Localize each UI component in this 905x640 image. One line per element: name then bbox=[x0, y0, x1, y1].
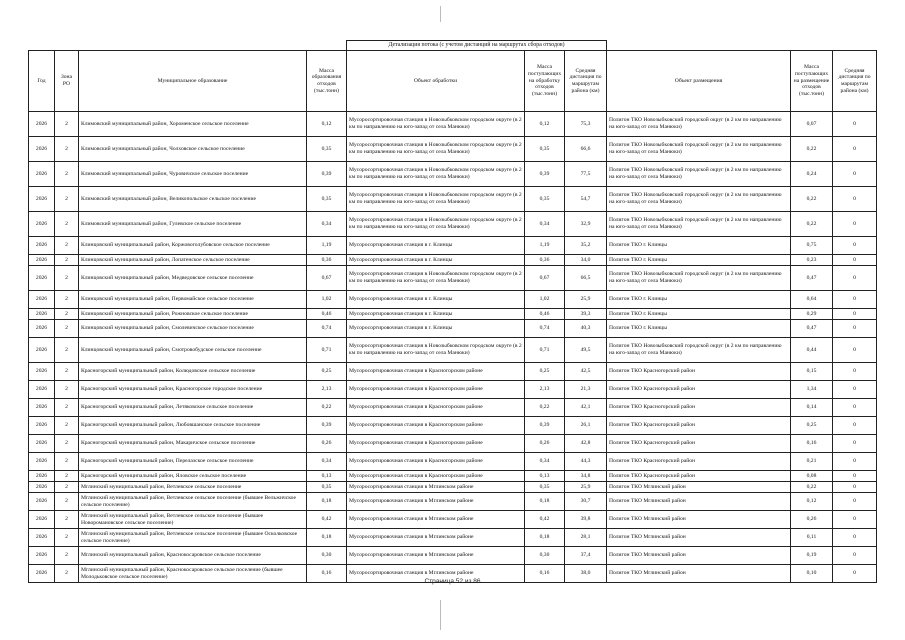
scan-fold-mark-top bbox=[440, 6, 441, 22]
cell-year: 2026 bbox=[29, 511, 55, 529]
cell-municipality: Климовский муниципальный район, Чуровичское сельское поселение bbox=[79, 162, 307, 187]
cell-placement-object: Полигон ТКО Мглинский район bbox=[607, 547, 791, 565]
cell-incoming-mass: 0,16 bbox=[525, 565, 565, 583]
cell-generated-mass: 0,35 bbox=[307, 187, 347, 212]
cell-placement-object: Полигон ТКО Новозыбковский городской округ (в 2 км по направлению на юго-запад от села Манюки) bbox=[607, 338, 791, 363]
cell-generated-mass: 0,34 bbox=[307, 453, 347, 471]
cell-placement-object: Полигон ТКО Новозыбковский городской округ (в 2 км по направлению на юго-запад от села Манюки) bbox=[607, 266, 791, 291]
cell-placement-object: Полигон ТКО Красногорский район bbox=[607, 435, 791, 453]
cell-zone: 2 bbox=[55, 338, 79, 363]
cell-zone: 2 bbox=[55, 255, 79, 266]
cell-incoming-mass: 0,34 bbox=[525, 453, 565, 471]
cell-avg-distance: 39,8 bbox=[565, 511, 607, 529]
cell-year: 2026 bbox=[29, 565, 55, 583]
cell-municipality: Клинцовский муниципальный район, Лопатенское сельское поселение bbox=[79, 255, 307, 266]
cell-generated-mass: 0,39 bbox=[307, 417, 347, 435]
header-placement-mass: Масса поступающих на размещение отходов (тыс.тонн) bbox=[791, 51, 833, 112]
cell-avg-distance: 42,1 bbox=[565, 399, 607, 417]
cell-placement-object: Полигон ТКО г. Клинцы bbox=[607, 291, 791, 309]
flow-detail-table bbox=[28, 40, 877, 583]
cell-processing-object: Мусоросортировочная станция в Мглинском районе bbox=[347, 565, 525, 583]
cell-processing-object: Мусоросортировочная станция в г. Клинцы bbox=[347, 291, 525, 309]
cell-placement-distance: 0 bbox=[833, 338, 877, 363]
cell-municipality: Климовский муниципальный район, Хороменское сельское поселение bbox=[79, 112, 307, 137]
cell-municipality: Клинцовский муниципальный район, Рожновское сельское поселение bbox=[79, 309, 307, 320]
cell-zone: 2 bbox=[55, 381, 79, 399]
cell-municipality: Климовский муниципальный район, Гулевское сельское поселение bbox=[79, 212, 307, 237]
cell-avg-distance: 44,3 bbox=[565, 453, 607, 471]
cell-placement-mass: 0,08 bbox=[791, 471, 833, 482]
cell-incoming-mass: 0,36 bbox=[525, 255, 565, 266]
cell-incoming-mass: 0,30 bbox=[525, 547, 565, 565]
cell-zone: 2 bbox=[55, 320, 79, 338]
cell-municipality: Климовский муниципальный район, Чолховское сельское поселение bbox=[79, 137, 307, 162]
cell-incoming-mass: 0,35 bbox=[525, 187, 565, 212]
cell-placement-object: Полигон ТКО Новозыбковский городской округ (в 2 км по направлению на юго-запад от села Манюки) bbox=[607, 187, 791, 212]
cell-municipality: Клинцовский муниципальный район, Коржовоголубовское сельское поселение bbox=[79, 237, 307, 255]
cell-placement-mass: 0,15 bbox=[791, 363, 833, 381]
cell-avg-distance: 32,9 bbox=[565, 212, 607, 237]
cell-avg-distance: 66,5 bbox=[565, 266, 607, 291]
cell-incoming-mass: 0,18 bbox=[525, 493, 565, 511]
cell-placement-distance: 0 bbox=[833, 309, 877, 320]
cell-municipality: Климовский муниципальный район, Великопольское сельское поселение bbox=[79, 187, 307, 212]
cell-zone: 2 bbox=[55, 212, 79, 237]
cell-placement-distance: 0 bbox=[833, 237, 877, 255]
table-row bbox=[29, 529, 877, 547]
cell-year: 2026 bbox=[29, 435, 55, 453]
cell-year: 2026 bbox=[29, 112, 55, 137]
cell-placement-distance: 0 bbox=[833, 320, 877, 338]
cell-processing-object: Мусоросортировочная станция в Красногорском районе bbox=[347, 471, 525, 482]
table-row bbox=[29, 417, 877, 435]
cell-placement-object: Полигон ТКО Мглинский район bbox=[607, 493, 791, 511]
cell-municipality: Красногорский муниципальный район, Яловское сельское поселение bbox=[79, 471, 307, 482]
cell-placement-object: Полигон ТКО г. Клинцы bbox=[607, 237, 791, 255]
table-row bbox=[29, 435, 877, 453]
cell-placement-mass: 0,22 bbox=[791, 187, 833, 212]
table-row bbox=[29, 187, 877, 212]
cell-processing-object: Мусоросортировочная станция в Мглинском районе bbox=[347, 511, 525, 529]
cell-processing-object: Мусоросортировочная станция в Красногорском районе bbox=[347, 399, 525, 417]
header-municipality: Муниципальное образование bbox=[79, 51, 307, 112]
cell-year: 2026 bbox=[29, 137, 55, 162]
cell-avg-distance: 34,8 bbox=[565, 471, 607, 482]
cell-processing-object: Мусоросортировочная станция в Красногорском районе bbox=[347, 417, 525, 435]
table-body bbox=[29, 112, 877, 583]
cell-processing-object: Мусоросортировочная станция в Новозыбковском городском округе (в 2 км по направлению на юго-запад от села Манюки) bbox=[347, 338, 525, 363]
cell-generated-mass: 0,22 bbox=[307, 399, 347, 417]
cell-placement-distance: 0 bbox=[833, 493, 877, 511]
cell-zone: 2 bbox=[55, 547, 79, 565]
cell-avg-distance: 30,7 bbox=[565, 493, 607, 511]
header-incoming-mass: Масса поступающих на обработку отходов (тыс.тонн) bbox=[525, 51, 565, 112]
cell-placement-distance: 0 bbox=[833, 112, 877, 137]
cell-avg-distance: 37,4 bbox=[565, 547, 607, 565]
table-row bbox=[29, 399, 877, 417]
cell-placement-distance: 0 bbox=[833, 482, 877, 493]
cell-placement-mass: 0,19 bbox=[791, 547, 833, 565]
cell-incoming-mass: 2,13 bbox=[525, 381, 565, 399]
cell-placement-mass: 0,16 bbox=[791, 435, 833, 453]
cell-processing-object: Мусоросортировочная станция в Мглинском районе bbox=[347, 547, 525, 565]
cell-zone: 2 bbox=[55, 529, 79, 547]
cell-generated-mass: 0,18 bbox=[307, 493, 347, 511]
table-row bbox=[29, 291, 877, 309]
cell-year: 2026 bbox=[29, 399, 55, 417]
cell-placement-distance: 0 bbox=[833, 266, 877, 291]
table-row bbox=[29, 309, 877, 320]
cell-placement-object: Полигон ТКО Красногорский район bbox=[607, 453, 791, 471]
cell-zone: 2 bbox=[55, 511, 79, 529]
cell-processing-object: Мусоросортировочная станция в Красногорском районе bbox=[347, 435, 525, 453]
cell-processing-object: Мусоросортировочная станция в Мглинском районе bbox=[347, 482, 525, 493]
cell-processing-object: Мусоросортировочная станция в Красногорском районе bbox=[347, 453, 525, 471]
cell-generated-mass: 1,02 bbox=[307, 291, 347, 309]
cell-placement-mass: 0,12 bbox=[791, 493, 833, 511]
cell-placement-mass: 0,10 bbox=[791, 565, 833, 583]
cell-zone: 2 bbox=[55, 237, 79, 255]
cell-placement-mass: 0,26 bbox=[791, 511, 833, 529]
cell-incoming-mass: 1,02 bbox=[525, 291, 565, 309]
cell-year: 2026 bbox=[29, 471, 55, 482]
page-number: Страница 52 из 86 bbox=[424, 578, 481, 585]
cell-generated-mass: 0,39 bbox=[307, 162, 347, 187]
cell-placement-mass: 0,14 bbox=[791, 399, 833, 417]
caption-spacer bbox=[29, 41, 347, 51]
cell-processing-object: Мусоросортировочная станция в Новозыбковском городском округе (в 2 км по направлению на юго-запад от села Манюки) bbox=[347, 212, 525, 237]
cell-zone: 2 bbox=[55, 266, 79, 291]
cell-processing-object: Мусоросортировочная станция в Новозыбковском городском округе (в 2 км по направлению на юго-запад от села Манюки) bbox=[347, 162, 525, 187]
cell-incoming-mass: 0,46 bbox=[525, 309, 565, 320]
table-row bbox=[29, 320, 877, 338]
cell-processing-object: Мусоросортировочная станция в Новозыбковском городском округе (в 2 км по направлению на юго-запад от села Манюки) bbox=[347, 266, 525, 291]
cell-generated-mass: 0,46 bbox=[307, 309, 347, 320]
cell-avg-distance: 38,0 bbox=[565, 565, 607, 583]
table-row bbox=[29, 547, 877, 565]
cell-generated-mass: 1,19 bbox=[307, 237, 347, 255]
table-row bbox=[29, 471, 877, 482]
cell-avg-distance: 77,5 bbox=[565, 162, 607, 187]
cell-placement-object: Полигон ТКО Мглинский район bbox=[607, 529, 791, 547]
table-row bbox=[29, 112, 877, 137]
table-row bbox=[29, 453, 877, 471]
cell-processing-object: Мусоросортировочная станция в Новозыбковском городском округе (в 2 км по направлению на юго-запад от села Манюки) bbox=[347, 137, 525, 162]
cell-zone: 2 bbox=[55, 453, 79, 471]
cell-placement-object: Полигон ТКО Мглинский район bbox=[607, 565, 791, 583]
table-row bbox=[29, 237, 877, 255]
cell-incoming-mass: 0,35 bbox=[525, 482, 565, 493]
cell-generated-mass: 0,18 bbox=[307, 529, 347, 547]
cell-zone: 2 bbox=[55, 162, 79, 187]
cell-year: 2026 bbox=[29, 162, 55, 187]
cell-placement-distance: 0 bbox=[833, 255, 877, 266]
cell-municipality: Красногорский муниципальный район, Красногорское городское поселение bbox=[79, 381, 307, 399]
cell-placement-distance: 0 bbox=[833, 529, 877, 547]
cell-processing-object: Мусоросортировочная станция в Мглинском районе bbox=[347, 493, 525, 511]
cell-avg-distance: 34,0 bbox=[565, 255, 607, 266]
cell-placement-mass: 0,29 bbox=[791, 309, 833, 320]
cell-placement-object: Полигон ТКО Красногорский район bbox=[607, 363, 791, 381]
cell-placement-distance: 0 bbox=[833, 547, 877, 565]
cell-avg-distance: 28,1 bbox=[565, 529, 607, 547]
cell-processing-object: Мусоросортировочная станция в г. Клинцы bbox=[347, 255, 525, 266]
cell-avg-distance: 40,3 bbox=[565, 320, 607, 338]
cell-generated-mass: 0,35 bbox=[307, 137, 347, 162]
scan-fold-mark-bottom bbox=[440, 600, 441, 630]
cell-placement-distance: 0 bbox=[833, 381, 877, 399]
cell-avg-distance: 42,8 bbox=[565, 435, 607, 453]
cell-placement-object: Полигон ТКО Новозыбковский городской округ (в 2 км по направлению на юго-запад от села Манюки) bbox=[607, 212, 791, 237]
cell-municipality: Клинцовский муниципальный район, Смотровобудское сельское поселение bbox=[79, 338, 307, 363]
cell-year: 2026 bbox=[29, 482, 55, 493]
cell-placement-mass: 0,75 bbox=[791, 237, 833, 255]
cell-generated-mass: 0,13 bbox=[307, 471, 347, 482]
cell-processing-object: Мусоросортировочная станция в Новозыбковском городском округе (в 2 км по направлению на юго-запад от села Манюки) bbox=[347, 187, 525, 212]
cell-incoming-mass: 0,34 bbox=[525, 212, 565, 237]
table-row bbox=[29, 255, 877, 266]
cell-municipality: Красногорский муниципальный район, Перелазское сельское поселение bbox=[79, 453, 307, 471]
cell-avg-distance: 39,3 bbox=[565, 309, 607, 320]
header-zone: Зона РО bbox=[55, 51, 79, 112]
cell-placement-mass: 0,22 bbox=[791, 482, 833, 493]
cell-processing-object: Мусоросортировочная станция в г. Клинцы bbox=[347, 237, 525, 255]
cell-placement-mass: 0,23 bbox=[791, 255, 833, 266]
cell-incoming-mass: 0,26 bbox=[525, 435, 565, 453]
cell-avg-distance: 35,2 bbox=[565, 237, 607, 255]
cell-year: 2026 bbox=[29, 417, 55, 435]
cell-zone: 2 bbox=[55, 482, 79, 493]
cell-avg-distance: 66,6 bbox=[565, 137, 607, 162]
table-row bbox=[29, 363, 877, 381]
cell-zone: 2 bbox=[55, 493, 79, 511]
cell-placement-distance: 0 bbox=[833, 399, 877, 417]
cell-incoming-mass: 0,35 bbox=[525, 137, 565, 162]
cell-year: 2026 bbox=[29, 255, 55, 266]
cell-municipality: Клинцовский муниципальный район, Медведовское сельское поселение bbox=[79, 266, 307, 291]
cell-avg-distance: 25,9 bbox=[565, 291, 607, 309]
header-avg-distance: Средняя дистанция по маршрутам района (км) bbox=[565, 51, 607, 112]
cell-incoming-mass: 1,19 bbox=[525, 237, 565, 255]
cell-placement-object: Полигон ТКО Новозыбковский городской округ (в 2 км по направлению на юго-запад от села Манюки) bbox=[607, 112, 791, 137]
cell-generated-mass: 0,36 bbox=[307, 255, 347, 266]
header-year: Год bbox=[29, 51, 55, 112]
cell-placement-mass: 0,11 bbox=[791, 529, 833, 547]
header-placement-object: Объект размещения bbox=[607, 51, 791, 112]
cell-generated-mass: 0,25 bbox=[307, 363, 347, 381]
cell-incoming-mass: 0,12 bbox=[525, 112, 565, 137]
cell-placement-object: Полигон ТКО Красногорский район bbox=[607, 417, 791, 435]
cell-generated-mass: 0,35 bbox=[307, 482, 347, 493]
cell-placement-object: Полигон ТКО Новозыбковский городской округ (в 2 км по направлению на юго-запад от села Манюки) bbox=[607, 162, 791, 187]
cell-processing-object: Мусоросортировочная станция в Новозыбковском городском округе (в 2 км по направлению на юго-запад от села Манюки) bbox=[347, 112, 525, 137]
cell-year: 2026 bbox=[29, 212, 55, 237]
cell-placement-mass: 0,22 bbox=[791, 137, 833, 162]
cell-generated-mass: 0,16 bbox=[307, 565, 347, 583]
cell-placement-distance: 0 bbox=[833, 565, 877, 583]
cell-incoming-mass: 0,74 bbox=[525, 320, 565, 338]
cell-placement-distance: 0 bbox=[833, 187, 877, 212]
cell-zone: 2 bbox=[55, 112, 79, 137]
cell-avg-distance: 21,3 bbox=[565, 381, 607, 399]
cell-generated-mass: 0,12 bbox=[307, 112, 347, 137]
cell-placement-object: Полигон ТКО Красногорский район bbox=[607, 399, 791, 417]
cell-avg-distance: 54,7 bbox=[565, 187, 607, 212]
cell-generated-mass: 0,42 bbox=[307, 511, 347, 529]
cell-municipality: Красногорский муниципальный район, Колюдовское сельское поселение bbox=[79, 363, 307, 381]
cell-generated-mass: 2,13 bbox=[307, 381, 347, 399]
cell-processing-object: Мусоросортировочная станция в г. Клинцы bbox=[347, 320, 525, 338]
cell-placement-distance: 0 bbox=[833, 363, 877, 381]
cell-zone: 2 bbox=[55, 137, 79, 162]
table-row bbox=[29, 493, 877, 511]
cell-zone: 2 bbox=[55, 363, 79, 381]
cell-placement-mass: 0,22 bbox=[791, 212, 833, 237]
cell-placement-distance: 0 bbox=[833, 291, 877, 309]
cell-placement-mass: 0,24 bbox=[791, 162, 833, 187]
header-processing-object: Объект обработки bbox=[347, 51, 525, 112]
table-row bbox=[29, 212, 877, 237]
cell-incoming-mass: 0,13 bbox=[525, 471, 565, 482]
cell-placement-distance: 0 bbox=[833, 471, 877, 482]
cell-placement-mass: 0,07 bbox=[791, 112, 833, 137]
cell-year: 2026 bbox=[29, 453, 55, 471]
cell-processing-object: Мусоросортировочная станция в г. Клинцы bbox=[347, 309, 525, 320]
cell-avg-distance: 75,3 bbox=[565, 112, 607, 137]
cell-placement-object: Полигон ТКО Красногорский район bbox=[607, 381, 791, 399]
cell-processing-object: Мусоросортировочная станция в Мглинском районе bbox=[347, 529, 525, 547]
cell-municipality: Красногорский муниципальный район, Макаричское сельское поселение bbox=[79, 435, 307, 453]
table-caption: Детализация потока (с учетом дистанций на маршрутах сбора отходов) bbox=[347, 41, 607, 51]
cell-incoming-mass: 0,71 bbox=[525, 338, 565, 363]
cell-placement-mass: 0,47 bbox=[791, 266, 833, 291]
cell-incoming-mass: 0,25 bbox=[525, 363, 565, 381]
table-row bbox=[29, 137, 877, 162]
cell-municipality: Красногорский муниципальный район, Летяковское сельское поселение bbox=[79, 399, 307, 417]
cell-avg-distance: 49,5 bbox=[565, 338, 607, 363]
cell-zone: 2 bbox=[55, 309, 79, 320]
caption-spacer-right bbox=[607, 41, 877, 51]
cell-incoming-mass: 0,39 bbox=[525, 417, 565, 435]
cell-municipality: Клинцовский муниципальный район, Первомайское сельское поселение bbox=[79, 291, 307, 309]
cell-year: 2026 bbox=[29, 309, 55, 320]
cell-placement-mass: 0,21 bbox=[791, 453, 833, 471]
cell-incoming-mass: 0,42 bbox=[525, 511, 565, 529]
cell-generated-mass: 0,26 bbox=[307, 435, 347, 453]
table-row bbox=[29, 511, 877, 529]
cell-placement-object: Полигон ТКО г. Клинцы bbox=[607, 309, 791, 320]
cell-placement-distance: 0 bbox=[833, 212, 877, 237]
cell-municipality: Мглинский муниципальный район, Краснокосаровское сельское поселение bbox=[79, 547, 307, 565]
cell-placement-mass: 0,64 bbox=[791, 291, 833, 309]
cell-zone: 2 bbox=[55, 471, 79, 482]
cell-year: 2026 bbox=[29, 529, 55, 547]
cell-municipality: Мглинский муниципальный район, Ветлевское сельское поселение (бывшее Осколковское сельское поселение) bbox=[79, 529, 307, 547]
cell-placement-object: Полигон ТКО г. Клинцы bbox=[607, 320, 791, 338]
document-sheet bbox=[28, 40, 876, 583]
cell-municipality: Мглинский муниципальный район, Ветлевское сельское поселение (бывшее Новоромановское сельское поселение) bbox=[79, 511, 307, 529]
cell-incoming-mass: 0,22 bbox=[525, 399, 565, 417]
table-row bbox=[29, 482, 877, 493]
cell-placement-mass: 0,44 bbox=[791, 338, 833, 363]
cell-placement-distance: 0 bbox=[833, 137, 877, 162]
cell-placement-distance: 0 bbox=[833, 417, 877, 435]
cell-year: 2026 bbox=[29, 547, 55, 565]
table-row bbox=[29, 338, 877, 363]
cell-incoming-mass: 0,67 bbox=[525, 266, 565, 291]
cell-zone: 2 bbox=[55, 291, 79, 309]
cell-municipality: Красногорский муниципальный район, Любовшанское сельское поселение bbox=[79, 417, 307, 435]
cell-generated-mass: 0,34 bbox=[307, 212, 347, 237]
cell-placement-distance: 0 bbox=[833, 162, 877, 187]
cell-municipality: Мглинский муниципальный район, Краснокосаровское сельское поселение (бывшее Молодьковское сельское поселение) bbox=[79, 565, 307, 583]
cell-year: 2026 bbox=[29, 493, 55, 511]
cell-avg-distance: 25,9 bbox=[565, 482, 607, 493]
cell-avg-distance: 26,1 bbox=[565, 417, 607, 435]
cell-year: 2026 bbox=[29, 363, 55, 381]
cell-zone: 2 bbox=[55, 187, 79, 212]
header-placement-distance: Средняя дистанция по маршрутам района (км) bbox=[833, 51, 877, 112]
cell-placement-mass: 0,47 bbox=[791, 320, 833, 338]
cell-placement-distance: 0 bbox=[833, 511, 877, 529]
cell-placement-object: Полигон ТКО Мглинский район bbox=[607, 482, 791, 493]
cell-placement-mass: 1,34 bbox=[791, 381, 833, 399]
cell-processing-object: Мусоросортировочная станция в Красногорском районе bbox=[347, 363, 525, 381]
cell-placement-distance: 0 bbox=[833, 453, 877, 471]
cell-placement-object: Полигон ТКО г. Клинцы bbox=[607, 255, 791, 266]
cell-municipality: Мглинский муниципальный район, Ветлевское сельское поселение bbox=[79, 482, 307, 493]
cell-year: 2026 bbox=[29, 291, 55, 309]
cell-placement-distance: 0 bbox=[833, 435, 877, 453]
cell-year: 2026 bbox=[29, 320, 55, 338]
table-row bbox=[29, 266, 877, 291]
cell-placement-object: Полигон ТКО Мглинский район bbox=[607, 511, 791, 529]
cell-municipality: Клинцовский муниципальный район, Смолевичское сельское поселение bbox=[79, 320, 307, 338]
cell-generated-mass: 0,30 bbox=[307, 547, 347, 565]
cell-zone: 2 bbox=[55, 417, 79, 435]
cell-generated-mass: 0,71 bbox=[307, 338, 347, 363]
cell-incoming-mass: 0,39 bbox=[525, 162, 565, 187]
cell-avg-distance: 42,5 bbox=[565, 363, 607, 381]
table-row bbox=[29, 162, 877, 187]
cell-placement-object: Полигон ТКО Новозыбковский городской округ (в 2 км по направлению на юго-запад от села Манюки) bbox=[607, 137, 791, 162]
cell-year: 2026 bbox=[29, 381, 55, 399]
cell-year: 2026 bbox=[29, 266, 55, 291]
cell-zone: 2 bbox=[55, 399, 79, 417]
header-generated-mass: Масса образования отходов (тыс.тонн) bbox=[307, 51, 347, 112]
cell-generated-mass: 0,74 bbox=[307, 320, 347, 338]
cell-year: 2026 bbox=[29, 237, 55, 255]
cell-zone: 2 bbox=[55, 435, 79, 453]
cell-year: 2026 bbox=[29, 338, 55, 363]
cell-processing-object: Мусоросортировочная станция в Красногорском районе bbox=[347, 381, 525, 399]
cell-generated-mass: 0,67 bbox=[307, 266, 347, 291]
cell-placement-mass: 0,25 bbox=[791, 417, 833, 435]
table-row bbox=[29, 381, 877, 399]
cell-zone: 2 bbox=[55, 565, 79, 583]
cell-placement-object: Полигон ТКО Красногорский район bbox=[607, 471, 791, 482]
cell-incoming-mass: 0,18 bbox=[525, 529, 565, 547]
cell-year: 2026 bbox=[29, 187, 55, 212]
cell-municipality: Мглинский муниципальный район, Ветлевское сельское поселение (бывшее Вельжичское сельское поселение) bbox=[79, 493, 307, 511]
